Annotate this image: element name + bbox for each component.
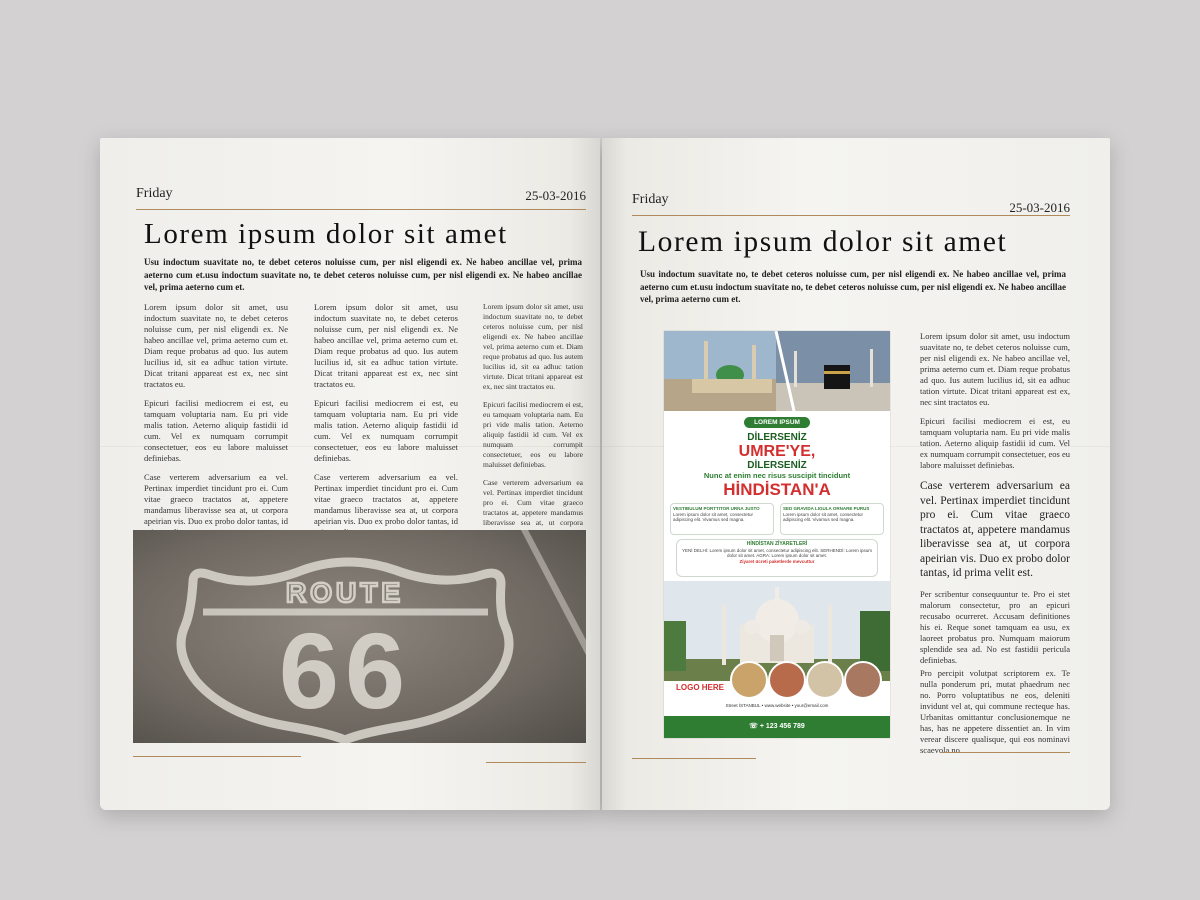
flyer-line-3: DİLERSENİZ xyxy=(747,460,807,471)
paragraph: Pro percipit volutpat scriptorem ex. Te nulla ponderum pri, mutat phaedrum nec no. Porro voluptatibus ne eos, deleniti invidunt vel at, qui commune recteque has. Urbanitas omittantur conclusionemque ne has, has ne appetere dissentiet an. In vim verear discere qualisque, qui eos nominavi scaevola no. xyxy=(920,667,1070,755)
paragraph: Lorem ipsum dolor sit amet, usu indoctum suavitate no, te debet ceteros noluisse cum, per nisl eligendi ex. Ne habeo ancillae vel, prima aeterno cum et. Diam reque probatus ad quo. Ius autem lucilius id, sit ea adhuc tation virtute. Dicat tritani appareat est ex, nec sint tractatos eu. xyxy=(920,331,1070,407)
newspaper-spread xyxy=(100,138,1110,810)
article-column-1 xyxy=(144,302,288,546)
flyer-logo: LOGO HERE xyxy=(676,683,725,692)
route-66-shield-icon xyxy=(133,530,586,743)
header-day: Friday xyxy=(136,186,173,201)
page-header xyxy=(632,188,1070,216)
tour-panel-text: YENİ DELHİ: Lorem ipsum dolor sit amet, consectetur adipiscing elit. SERHENDİ: Lorem ipsum dolor sit amet. AGRA: Lorem ipsum dolor sit amet. xyxy=(681,547,873,558)
sign-route-text: ROUTE xyxy=(286,577,404,608)
sign-number-text: 66 xyxy=(278,610,412,731)
thumbnail-photo-icon xyxy=(768,661,806,699)
header-day: Friday xyxy=(632,192,669,207)
tour-panel-title: HİNDİSTAN ZİYARETLERİ xyxy=(746,541,808,547)
flyer-title-block xyxy=(664,411,890,499)
paragraph: Lorem ipsum dolor sit amet, usu indoctum suavitate no, te debet ceteros noluisse cum, per nisl eligendi ex. Ne habeo ancillae vel, prima aeterno cum et. Diam reque probatus ad quo. Ius autem lucilius id, sit ea adhuc tation virtute. Dicat tritani appareat est ex, nec sint tractatos eu. xyxy=(314,302,458,389)
info-box-title: VESTIBULUM PORTTITOR URNA JUSTO xyxy=(673,506,760,511)
phone-icon: ☏ xyxy=(749,723,760,730)
info-box-title: SED GRAVIDA LIGULA ORNARE PURUS xyxy=(783,506,870,511)
paragraph: Epicuri facilisi mediocrem ei est, eu tamquam voluptaria nam. Eu pri vide malis tation. Aeterno aliquip fastidii id cum. Vel ex numquam corrumpit consectetuer, eos eu labore maluisset definiebas. xyxy=(314,398,458,463)
info-box-text: Lorem ipsum dolor sit amet, consectetur adipiscing elit. Vivamus sed magna. xyxy=(783,511,864,522)
header-rule xyxy=(632,215,1070,216)
right-page xyxy=(602,138,1110,810)
article-column-2 xyxy=(314,302,458,546)
route-66-photo xyxy=(133,530,586,743)
paragraph: Per scribentur consequuntur te. Pro ei stet malorum consectetur, pro an epicuri recusabo ocurreret. Accusam definitiones his ei. Reque sonet tamquam ea usu, ex laoreet probatus pro. Numquam maiorum splendide sea ad. No est fastidii pericula definiebas. xyxy=(920,588,1070,665)
header-rule xyxy=(136,209,586,210)
left-page xyxy=(100,138,600,810)
paragraph: Epicuri facilisi mediocrem ei est, eu tamquam voluptaria nam. Eu pri vide malis tation. Aeterno aliquip fastidii id cum. Vel ex numquam corrumpit consectetuer, eos eu labore maluisset definiebas. xyxy=(144,398,288,463)
page-headline: Lorem ipsum dolor sit amet xyxy=(638,226,1008,258)
paragraph: Lorem ipsum dolor sit amet, usu indoctum suavitate no, te debet ceteros noluisse cum, per nisl eligendi ex. Ne habeo ancillae vel, prima aeterno cum et. Diam reque probatus ad quo. Ius autem lucilius id, sit ea adhuc tation virtute. Dicat tritani appareat est ex, nec sint tractatos eu. xyxy=(483,302,583,391)
paragraph: Case verterem adversarium ea vel. Pertinax imperdiet tincidunt pro ei. Cum vitae graeco tractatos at, appetere mandamus liberavisse sea at, ut corpora apeirian vis. Duo ex probo dolor tantas, id xyxy=(314,472,458,526)
paragraph: Case verterem adversarium ea vel. Pertinax imperdiet tincidunt pro ei. Cum vitae graeco tractatos at, appetere mandamus liberavisse sea at, ut corpora xyxy=(483,478,583,527)
paragraph: Epicuri facilisi mediocrem ei est, eu tamquam voluptaria nam. Eu pri vide malis tation. Aeterno aliquip fastidii id cum. Vel ex numquam corrumpit consectetuer, eos eu labore maluisset definiebas. xyxy=(483,400,583,469)
info-box-text: Lorem ipsum dolor sit amet, consectetur adipiscing elit. Vivamus sed magna. xyxy=(673,511,754,522)
flyer-tour-panel xyxy=(676,539,878,577)
tour-panel-note: Ziyaret ücreti paketlerde mevcuttur xyxy=(739,558,815,564)
page-header xyxy=(136,182,586,210)
paragraph: Case verterem adversarium ea vel. Pertinax imperdiet tincidunt pro ei. Cum vitae graeco tractatos at, appetere mandamus liberavisse sea at, ut corpora apeirian vis. Duo ex probo dolor tantas, id xyxy=(144,472,288,526)
flyer-tagline: Nunc at enim nec risus suscipit tincidunt xyxy=(703,471,851,480)
flyer-info-box-2 xyxy=(780,503,884,535)
header-date: 25-03-2016 xyxy=(1009,200,1070,215)
travel-flyer-ad xyxy=(664,331,890,738)
mosque-photo-icon xyxy=(664,331,890,411)
thumbnail-photo-icon xyxy=(844,661,882,699)
flyer-line-2: UMRE'YE, xyxy=(738,443,816,460)
flyer-line-4: HİNDİSTAN'A xyxy=(723,480,831,499)
flyer-line-1: DİLERSENİZ xyxy=(747,432,807,443)
page-headline: Lorem ipsum dolor sit amet xyxy=(144,218,508,250)
paragraph: Epicuri facilisi mediocrem ei est, eu tamquam voluptaria nam. Eu pri vide malis tation. Aeterno aliquip fastidii id cum. Vel ex numquam corrumpit consectetuer, eos eu labore maluisset definiebas. xyxy=(920,416,1070,470)
footer-rule-left xyxy=(133,756,301,757)
paragraph: Lorem ipsum dolor sit amet, usu indoctum suavitate no, te debet ceteros noluisse cum, per nisl eligendi ex. Ne habeo ancillae vel, prima aeterno cum et. Diam reque probatus ad quo. Ius autem lucilius id, sit ea adhuc tation virtute. Dicat tritani appareat est ex, nec sint tractatos eu. xyxy=(144,302,288,389)
flyer-phone: + 123 456 789 xyxy=(759,723,805,730)
article-column xyxy=(920,331,1070,764)
flyer-thumbnails xyxy=(730,661,880,695)
flyer-phone-bar xyxy=(664,716,890,738)
footer-rule-right xyxy=(942,752,1070,753)
thumbnail-photo-icon xyxy=(730,661,768,699)
footer-rule-right xyxy=(486,762,586,763)
flyer-badge: LOREM IPSUM xyxy=(744,417,810,428)
footer-rule-left xyxy=(632,758,756,759)
thumbnail-photo-icon xyxy=(806,661,844,699)
article-column-3 xyxy=(483,302,583,556)
lead-paragraph: Usu indoctum suavitate no, te debet ceteros noluisse cum, per nisl eligendi ex. Ne habeo ancillae vel, prima aeterno cum et.usu indoctum suavitate no, te debet ceteros noluisse cum, per nisl eligendi ex. Ne habeo ancillae vel, prima aeterno cum et. xyxy=(640,269,1066,304)
flyer-contact: Street İSTANBUL • www.website • your@email.com xyxy=(725,703,829,708)
lead-paragraph: Usu indoctum suavitate no, te debet ceteros noluisse cum, per nisl eligendi ex. Ne habeo ancillae vel, prima aeterno cum et.usu indoctum suavitate no, te debet ceteros noluisse cum, per nisl eligendi ex. Ne habeo ancillae vel, prima aeterno cum et. xyxy=(144,257,582,292)
header-date: 25-03-2016 xyxy=(525,188,586,203)
flyer-info-box-1 xyxy=(670,503,774,535)
paragraph-large: Case verterem adversarium ea vel. Pertinax imperdiet tincidunt pro ei. Cum vitae graeco tractatos at, appetere mandamus liberavisse sea at, ut corpora apeirian vis. Duo ex probo dolor tantas, id prima velit est. xyxy=(920,480,1070,579)
